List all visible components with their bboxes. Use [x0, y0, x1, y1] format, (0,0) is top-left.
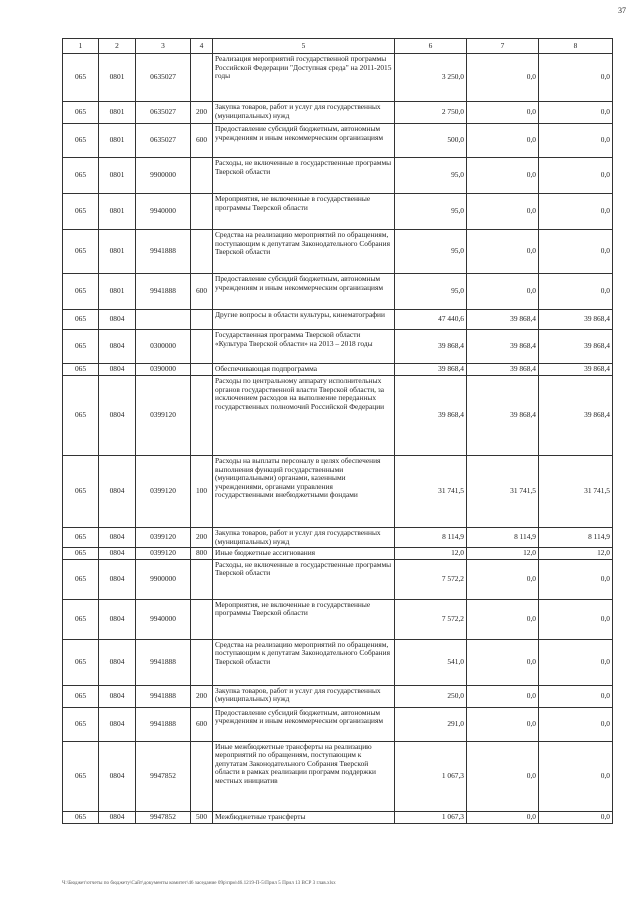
target-code: 0399120 — [136, 528, 191, 548]
amount-col8: 31 741,5 — [539, 456, 613, 528]
target-code: 0399120 — [136, 456, 191, 528]
amount-col6: 2 750,0 — [395, 102, 467, 124]
page-number: 37 — [618, 6, 626, 15]
expense-type-code: 600 — [191, 124, 213, 158]
amount-col8: 0,0 — [539, 599, 613, 639]
item-description: Предоставление субсидий бюджетным, автономным учреждениям и иным некоммерческим организациям — [213, 707, 395, 741]
item-description: Предоставление субсидий бюджетным, автономным учреждениям и иным некоммерческим организациям — [213, 274, 395, 310]
table-row — [63, 54, 613, 102]
item-description: Закупка товаров, работ и услуг для государственных (муниципальных) нужд — [213, 685, 395, 707]
target-code: 0300000 — [136, 330, 191, 364]
expense-type-code: 600 — [191, 707, 213, 741]
target-code: 9941888 — [136, 230, 191, 274]
amount-col7: 39 868,4 — [467, 310, 539, 330]
header-cell: 8 — [539, 39, 613, 54]
section-code: 0804 — [99, 559, 136, 599]
amount-col7: 0,0 — [467, 639, 539, 685]
item-description: Реализация мероприятий государственной программы Российской Федерации "Доступная среда" на 2011-2015 годы — [213, 54, 395, 102]
amount-col7: 8 114,9 — [467, 528, 539, 548]
section-code: 0804 — [99, 456, 136, 528]
section-code: 0801 — [99, 274, 136, 310]
expense-type-code — [191, 54, 213, 102]
ministry-code: 065 — [63, 158, 99, 194]
expense-type-code — [191, 741, 213, 811]
target-code: 0390000 — [136, 364, 191, 376]
target-code: 9947852 — [136, 741, 191, 811]
target-code — [136, 310, 191, 330]
item-description: Мероприятия, не включенные в государственные программы Тверской области — [213, 194, 395, 230]
table-row — [63, 548, 613, 560]
amount-col7: 39 868,4 — [467, 364, 539, 376]
ministry-code: 065 — [63, 330, 99, 364]
ministry-code: 065 — [63, 230, 99, 274]
item-description: Расходы, не включенные в государственные программы Тверской области — [213, 158, 395, 194]
expense-type-code — [191, 364, 213, 376]
table-row — [63, 707, 613, 741]
header-cell: 3 — [136, 39, 191, 54]
expense-type-code: 200 — [191, 528, 213, 548]
amount-col6: 47 440,6 — [395, 310, 467, 330]
section-code: 0801 — [99, 102, 136, 124]
amount-col7: 0,0 — [467, 741, 539, 811]
file-path-footer: Ч:\Бюджет\отчеты по бюджету\Сайт\документы комитет\46 заседание 09р\прм\46.1219-П-5\Прил 5 Прил 13 ВСР 3 глав.xlsx — [62, 880, 336, 886]
amount-col8: 39 868,4 — [539, 310, 613, 330]
target-code: 9900000 — [136, 158, 191, 194]
amount-col8: 0,0 — [539, 158, 613, 194]
section-code: 0804 — [99, 741, 136, 811]
table-row — [63, 528, 613, 548]
amount-col7: 0,0 — [467, 102, 539, 124]
section-code: 0801 — [99, 194, 136, 230]
amount-col6: 7 572,2 — [395, 559, 467, 599]
amount-col6: 95,0 — [395, 158, 467, 194]
amount-col7: 12,0 — [467, 548, 539, 560]
expense-type-code — [191, 230, 213, 274]
section-code: 0804 — [99, 685, 136, 707]
expense-type-code — [191, 559, 213, 599]
amount-col6: 3 250,0 — [395, 54, 467, 102]
target-code: 9941888 — [136, 639, 191, 685]
ministry-code: 065 — [63, 599, 99, 639]
table-row — [63, 599, 613, 639]
section-code: 0804 — [99, 364, 136, 376]
ministry-code: 065 — [63, 559, 99, 599]
amount-col6: 291,0 — [395, 707, 467, 741]
amount-col7: 39 868,4 — [467, 376, 539, 456]
table-row — [63, 330, 613, 364]
section-code: 0804 — [99, 811, 136, 823]
expense-type-code — [191, 158, 213, 194]
target-code: 9940000 — [136, 194, 191, 230]
amount-col6: 8 114,9 — [395, 528, 467, 548]
amount-col8: 12,0 — [539, 548, 613, 560]
ministry-code: 065 — [63, 456, 99, 528]
item-description: Обеспечивающая подпрограмма — [213, 364, 395, 376]
amount-col8: 39 868,4 — [539, 330, 613, 364]
target-code: 9941888 — [136, 274, 191, 310]
amount-col8: 0,0 — [539, 274, 613, 310]
ministry-code: 065 — [63, 811, 99, 823]
target-code: 9940000 — [136, 599, 191, 639]
ministry-code: 065 — [63, 310, 99, 330]
section-code: 0801 — [99, 158, 136, 194]
target-code: 0635027 — [136, 54, 191, 102]
amount-col7: 0,0 — [467, 811, 539, 823]
amount-col7: 0,0 — [467, 230, 539, 274]
header-row — [63, 39, 613, 54]
amount-col8: 0,0 — [539, 707, 613, 741]
amount-col8: 0,0 — [539, 639, 613, 685]
amount-col8: 0,0 — [539, 685, 613, 707]
target-code: 0399120 — [136, 548, 191, 560]
table-row — [63, 274, 613, 310]
ministry-code: 065 — [63, 124, 99, 158]
amount-col6: 1 067,3 — [395, 811, 467, 823]
expense-type-code: 800 — [191, 548, 213, 560]
table-row — [63, 811, 613, 823]
section-code: 0804 — [99, 376, 136, 456]
amount-col8: 0,0 — [539, 124, 613, 158]
table-row — [63, 124, 613, 158]
item-description: Закупка товаров, работ и услуг для государственных (муниципальных) нужд — [213, 528, 395, 548]
expense-type-code: 200 — [191, 685, 213, 707]
section-code: 0801 — [99, 230, 136, 274]
table-row — [63, 194, 613, 230]
amount-col6: 39 868,4 — [395, 330, 467, 364]
amount-col6: 31 741,5 — [395, 456, 467, 528]
amount-col6: 39 868,4 — [395, 376, 467, 456]
header-cell: 1 — [63, 39, 99, 54]
expense-type-code — [191, 310, 213, 330]
table-row — [63, 741, 613, 811]
table-row — [63, 456, 613, 528]
item-description: Закупка товаров, работ и услуг для государственных (муниципальных) нужд — [213, 102, 395, 124]
ministry-code: 065 — [63, 548, 99, 560]
budget-table — [62, 38, 613, 824]
target-code: 0635027 — [136, 124, 191, 158]
amount-col8: 0,0 — [539, 102, 613, 124]
ministry-code: 065 — [63, 102, 99, 124]
amount-col7: 39 868,4 — [467, 330, 539, 364]
target-code: 9941888 — [136, 707, 191, 741]
amount-col8: 8 114,9 — [539, 528, 613, 548]
target-code: 9900000 — [136, 559, 191, 599]
ministry-code: 065 — [63, 528, 99, 548]
expense-type-code — [191, 599, 213, 639]
amount-col8: 0,0 — [539, 811, 613, 823]
item-description: Мероприятия, не включенные в государственные программы Тверской области — [213, 599, 395, 639]
item-description: Предоставление субсидий бюджетным, автономным учреждениям и иным некоммерческим организациям — [213, 124, 395, 158]
section-code: 0801 — [99, 54, 136, 102]
amount-col6: 541,0 — [395, 639, 467, 685]
amount-col7: 0,0 — [467, 559, 539, 599]
header-cell: 5 — [213, 39, 395, 54]
ministry-code: 065 — [63, 194, 99, 230]
header-cell: 4 — [191, 39, 213, 54]
table-row — [63, 559, 613, 599]
amount-col7: 0,0 — [467, 707, 539, 741]
expense-type-code: 500 — [191, 811, 213, 823]
item-description: Другие вопросы в области культуры, кинематографии — [213, 310, 395, 330]
section-code: 0804 — [99, 528, 136, 548]
ministry-code: 065 — [63, 639, 99, 685]
expense-type-code — [191, 330, 213, 364]
amount-col7: 31 741,5 — [467, 456, 539, 528]
expense-type-code: 100 — [191, 456, 213, 528]
target-code: 0635027 — [136, 102, 191, 124]
amount-col8: 0,0 — [539, 194, 613, 230]
amount-col6: 1 067,3 — [395, 741, 467, 811]
amount-col7: 0,0 — [467, 158, 539, 194]
item-description: Расходы по центральному аппарату исполнительных органов государственной власти Тверской области, за исключением расходов на выполнение переданных государственных полномочий Российской Федерации — [213, 376, 395, 456]
table-row — [63, 376, 613, 456]
amount-col7: 0,0 — [467, 124, 539, 158]
amount-col7: 0,0 — [467, 194, 539, 230]
ministry-code: 065 — [63, 364, 99, 376]
item-description: Межбюджетные трансферты — [213, 811, 395, 823]
item-description: Средства на реализацию мероприятий по обращениям, поступающим к депутатам Законодательного Собрания Тверской области — [213, 230, 395, 274]
expense-type-code — [191, 376, 213, 456]
amount-col7: 0,0 — [467, 54, 539, 102]
table-row — [63, 230, 613, 274]
expense-type-code — [191, 194, 213, 230]
amount-col8: 39 868,4 — [539, 376, 613, 456]
amount-col6: 7 572,2 — [395, 599, 467, 639]
amount-col8: 0,0 — [539, 741, 613, 811]
item-description: Расходы на выплаты персоналу в целях обеспечения выполнения функций государственными (муниципальными) органами, казенными учреждениями, органами управления государственными внебюджетными фондами — [213, 456, 395, 528]
item-description: Иные межбюджетные трансферты на реализацию мероприятий по обращениям, поступающим к депутатам Законодательного Собрания Тверской области в рамках реализации программ поддержки местных инициатив — [213, 741, 395, 811]
amount-col8: 0,0 — [539, 559, 613, 599]
amount-col8: 0,0 — [539, 54, 613, 102]
amount-col6: 95,0 — [395, 230, 467, 274]
table-row — [63, 639, 613, 685]
target-code: 9947852 — [136, 811, 191, 823]
amount-col6: 12,0 — [395, 548, 467, 560]
expense-type-code: 600 — [191, 274, 213, 310]
header-cell: 7 — [467, 39, 539, 54]
amount-col7: 0,0 — [467, 685, 539, 707]
header-cell: 2 — [99, 39, 136, 54]
section-code: 0804 — [99, 639, 136, 685]
item-description: Средства на реализацию мероприятий по обращениям, поступающим к депутатам Законодательного Собрания Тверской области — [213, 639, 395, 685]
table-row — [63, 310, 613, 330]
table-row — [63, 364, 613, 376]
target-code: 0399120 — [136, 376, 191, 456]
ministry-code: 065 — [63, 741, 99, 811]
amount-col6: 95,0 — [395, 194, 467, 230]
amount-col6: 95,0 — [395, 274, 467, 310]
item-description: Иные бюджетные ассигнования — [213, 548, 395, 560]
amount-col7: 0,0 — [467, 274, 539, 310]
section-code: 0804 — [99, 330, 136, 364]
amount-col8: 0,0 — [539, 230, 613, 274]
section-code: 0804 — [99, 707, 136, 741]
expense-type-code — [191, 639, 213, 685]
expense-type-code: 200 — [191, 102, 213, 124]
ministry-code: 065 — [63, 685, 99, 707]
section-code: 0804 — [99, 599, 136, 639]
section-code: 0801 — [99, 124, 136, 158]
amount-col7: 0,0 — [467, 599, 539, 639]
item-description: Расходы, не включенные в государственные программы Тверской области — [213, 559, 395, 599]
amount-col8: 39 868,4 — [539, 364, 613, 376]
item-description: Государственная программа Тверской области «Культура Тверской области» на 2013 – 2018 годы — [213, 330, 395, 364]
table-row — [63, 158, 613, 194]
header-cell: 6 — [395, 39, 467, 54]
amount-col6: 500,0 — [395, 124, 467, 158]
target-code: 9941888 — [136, 685, 191, 707]
amount-col6: 39 868,4 — [395, 364, 467, 376]
ministry-code: 065 — [63, 274, 99, 310]
table-row — [63, 102, 613, 124]
ministry-code: 065 — [63, 707, 99, 741]
table-row — [63, 685, 613, 707]
section-code: 0804 — [99, 548, 136, 560]
ministry-code: 065 — [63, 54, 99, 102]
ministry-code: 065 — [63, 376, 99, 456]
amount-col6: 250,0 — [395, 685, 467, 707]
section-code: 0804 — [99, 310, 136, 330]
